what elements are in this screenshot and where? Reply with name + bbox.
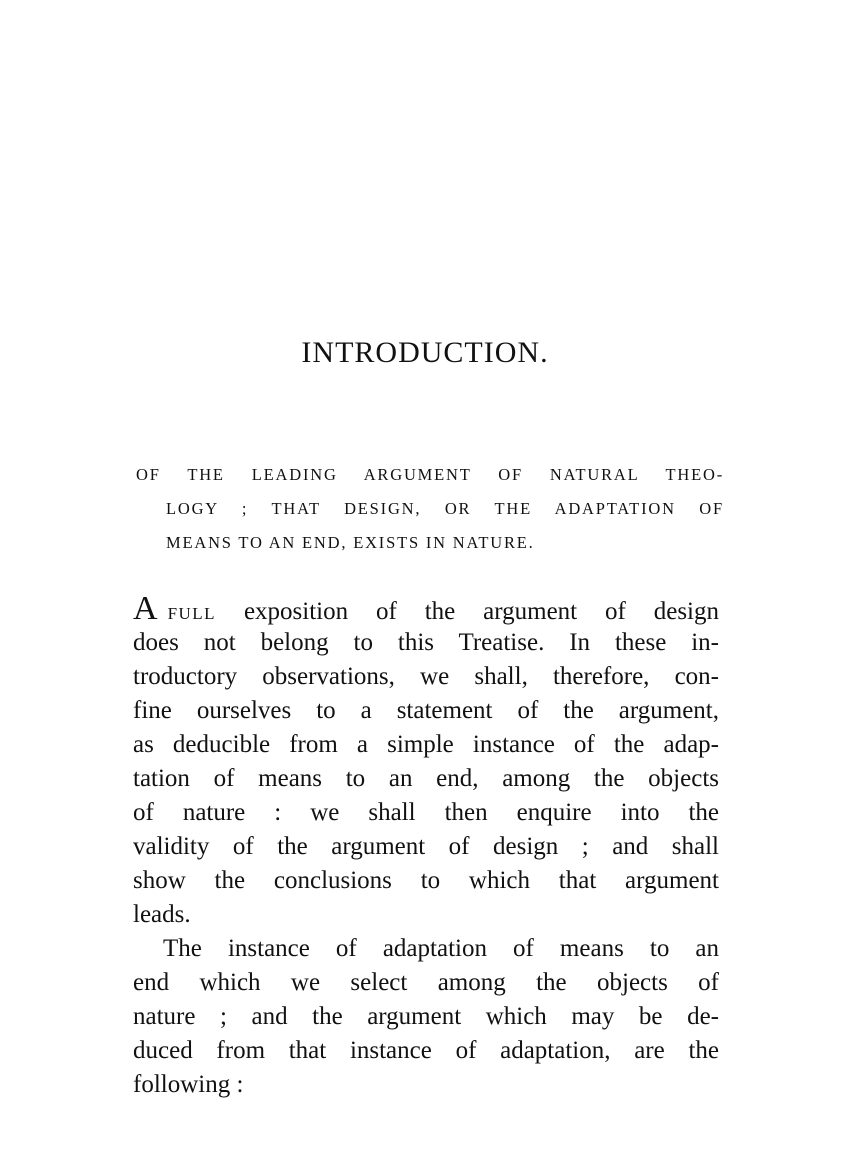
paragraph-line: show the conclusions to which that argument (133, 867, 719, 894)
paragraph-line: end which we select among the objects of (133, 969, 719, 996)
paragraph-line: nature ; and the argument which may be de- (133, 1003, 719, 1030)
paragraph-line: The instance of adaptation of means to an (163, 935, 719, 962)
paragraph-line: troductory observations, we shall, therefore, con- (133, 663, 719, 690)
body-text (133, 592, 719, 1102)
page-title: INTRODUCTION. (301, 336, 549, 369)
paragraph-line: tation of means to an end, among the objects (133, 765, 719, 792)
section-subtitle (136, 458, 724, 560)
paragraph-line: of nature : we shall then enquire into the (133, 799, 719, 826)
paragraph-line: fine ourselves to a statement of the argument, (133, 697, 719, 724)
paragraph-line: validity of the argument of design ; and shall (133, 833, 719, 860)
paragraph-line: duced from that instance of adaptation, are the (133, 1037, 719, 1064)
paragraph-line-text: exposition of the argument of design (243, 598, 719, 625)
subtitle-line: LOGY ; THAT DESIGN, OR THE ADAPTATION OF (166, 499, 724, 518)
small-caps-word: FULL (167, 604, 217, 623)
paragraph-2 (133, 932, 719, 1102)
subtitle-line: OF THE LEADING ARGUMENT OF NATURAL THEO- (136, 465, 724, 484)
paragraph-line: does not belong to this Treatise. In these in- (133, 629, 719, 656)
paragraph-line: leads. (133, 901, 191, 928)
drop-cap: A (133, 590, 158, 627)
paragraph-line: as deducible from a simple instance of the adap- (133, 731, 719, 758)
paragraph-1 (133, 592, 719, 932)
subtitle-line: MEANS TO AN END, EXISTS IN NATURE. (166, 533, 535, 552)
paragraph-line: following : (133, 1071, 244, 1098)
paragraph-line (133, 592, 719, 626)
